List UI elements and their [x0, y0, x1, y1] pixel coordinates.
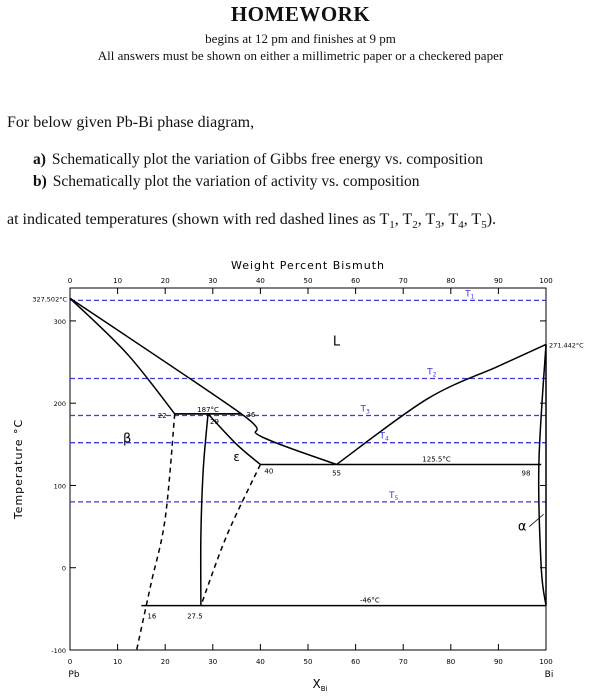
top-tick-label-10: 10 [113, 277, 123, 285]
note-sub-2: 2 [412, 219, 418, 232]
task-a-text: Schematically plot the variation of Gibbs free energy vs. composition [51, 151, 483, 168]
composition-label-16: 16 [147, 612, 157, 621]
invariant-label-125: 125.5°C [422, 455, 451, 464]
temperature-line-sub-3: 3 [365, 408, 370, 416]
note-sub-1: 1 [389, 219, 395, 232]
bottom-tick-label-90: 90 [493, 658, 503, 666]
task-b-text: Schematically plot the variation of activity vs. composition [52, 173, 420, 190]
bottom-tick-label-10: 10 [113, 658, 123, 666]
pb-melting-point-label: 327.502°C [32, 295, 67, 304]
instruction-line: All answers must be shown on either a millimetric paper or a checkered paper [97, 48, 504, 63]
composition-label-55: 55 [332, 469, 342, 478]
bottom-tick-label-80: 80 [446, 658, 456, 666]
page-title: HOMEWORK [230, 2, 371, 26]
temperature-line-label-2: $T_2$ [427, 367, 437, 379]
composition-label-29: 29 [210, 417, 219, 426]
top-tick-label-30: 30 [208, 277, 218, 285]
temperature-note: at indicated temperatures (shown with red dashed lines as $T_1$, $T_2$, $T_3$, $T_4$, $T_5$). [7, 211, 497, 232]
note-prefix: at indicated temperatures (shown with red dashed lines as T [7, 211, 390, 228]
composition-label-98: 98 [521, 469, 531, 478]
temperature-line-sub-5: 5 [394, 494, 399, 502]
curve-eps-solvus [201, 464, 261, 605]
phase-diagram [0, 252, 601, 698]
y-tick-label-0: 0 [61, 564, 66, 573]
invariant-label-187: 187°C [197, 405, 219, 414]
invariant-label-minus46: -46°C [359, 596, 380, 605]
bottom-right-end-label: Bi [544, 670, 554, 680]
phase-label-liquid: L [332, 334, 341, 350]
temperature-line-label-1: $T_1$ [465, 289, 475, 301]
note-sub-4: 4 [458, 219, 464, 232]
bottom-tick-label-70: 70 [398, 658, 408, 666]
note-suffix: ). [486, 211, 497, 228]
temperature-line-sub-1: 1 [470, 293, 475, 301]
bottom-axis-label: $X_{Bi}$ [312, 677, 328, 693]
temperature-line-sub-4: 4 [384, 435, 389, 443]
top-tick-label-80: 80 [446, 277, 456, 285]
task-b-marker: b) [33, 173, 47, 190]
composition-label-36: 36 [246, 410, 256, 419]
phase-label-alpha: α [517, 519, 527, 535]
top-tick-label-40: 40 [255, 277, 265, 285]
bottom-tick-label-50: 50 [303, 658, 313, 666]
bottom-tick-label-60: 60 [351, 658, 361, 666]
bottom-tick-label-40: 40 [255, 658, 265, 666]
top-tick-label-50: 50 [303, 277, 313, 285]
y-tick-label-100: 100 [53, 482, 66, 491]
curve-liquidus-left [70, 298, 337, 464]
composition-label-40: 40 [264, 467, 274, 476]
curve-liquidus-right [337, 344, 546, 464]
bottom-tick-label-100: 100 [539, 658, 553, 666]
top-tick-label-60: 60 [351, 277, 361, 285]
top-tick-label-70: 70 [398, 277, 408, 285]
note-sub-3: 3 [435, 219, 441, 232]
plot-frame [70, 288, 546, 650]
bottom-tick-label-20: 20 [160, 658, 170, 666]
intro-text: For below given Pb-Bi phase diagram, [7, 114, 255, 131]
top-axis-label: Weight Percent Bismuth [230, 259, 386, 272]
bottom-tick-label-30: 30 [208, 658, 218, 666]
temperature-line-label-4: $T_4$ [379, 431, 389, 443]
note-sub-5: 5 [481, 219, 487, 232]
top-tick-label-100: 100 [539, 277, 553, 285]
y-tick-label-200: 200 [53, 400, 66, 409]
y-axis-label: Temperature °C [12, 418, 25, 520]
bottom-tick-label-0: 0 [67, 658, 73, 666]
composition-label-22: 22 [157, 411, 167, 420]
y-tick-label--100: -100 [51, 647, 66, 655]
top-tick-label-20: 20 [160, 277, 170, 285]
temperature-line-sub-2: 2 [432, 371, 437, 379]
bottom-axis-label-sub: Bi [320, 685, 328, 693]
temperature-line-label-3: $T_3$ [360, 404, 370, 416]
task-b [33, 173, 420, 191]
y-tick-label-300: 300 [53, 317, 66, 326]
temperature-line-label-5: $T_5$ [389, 490, 399, 502]
composition-label-27.5: 27.5 [187, 612, 203, 621]
curve-solidus-beta [70, 298, 175, 414]
task-a-marker: a) [33, 151, 46, 168]
top-tick-label-90: 90 [493, 277, 503, 285]
alpha-pointer-line [529, 514, 543, 526]
top-tick-label-0: 0 [67, 277, 73, 285]
curve-alpha-left [539, 344, 546, 605]
task-a [33, 151, 483, 169]
schedule-line: begins at 12 pm and finishes at 9 pm [205, 31, 396, 46]
phase-label-epsilon: ε [233, 449, 240, 464]
bottom-left-end-label: Pb [68, 670, 80, 680]
phase-label-beta: β [122, 431, 132, 447]
bi-melting-point-label: 271.442°C [549, 341, 584, 350]
